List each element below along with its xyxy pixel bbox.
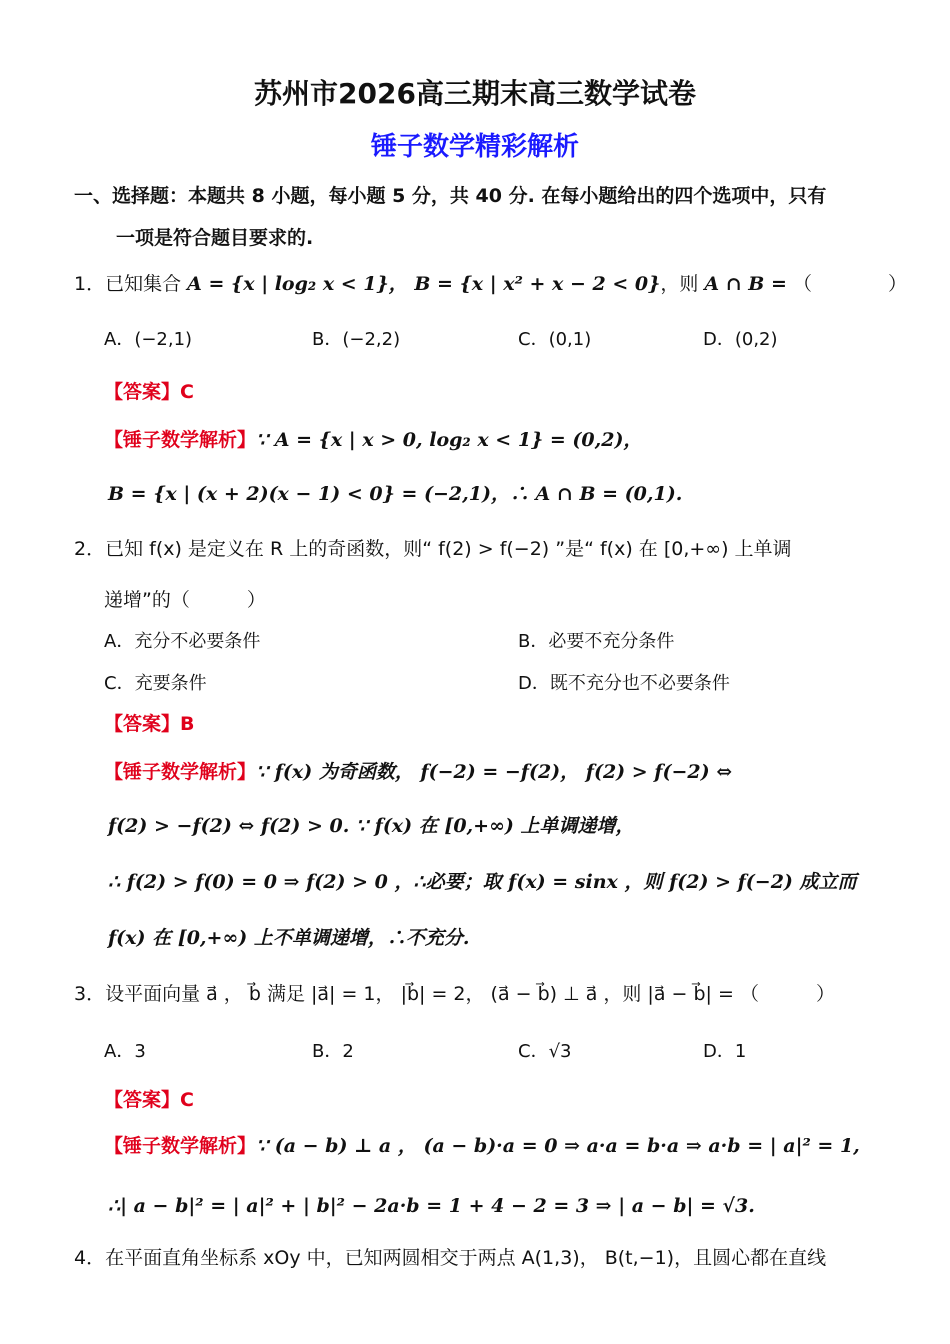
q2-analysis-1 [104,758,732,786]
analysis-text: B = {x | (x + 2)(x − 1) < 0} = (−2,1)，∴ A ∩ B = (0,1). [108,483,683,505]
q2-answer [104,710,195,738]
answer-label: 【答案】 [104,713,181,735]
q2-analysis-4: f(x) 在 [0,+∞) 上不单调递增，∴不充分. [108,927,470,949]
section-heading: 一、选择题：本题共 8 小题，每小题 5 分，共 40 分. 在每小题给出的四个选项中，只有 [74,185,827,207]
analysis-label: 【锤子数学解析】 [104,1135,257,1157]
q3-option-b: B．2 [312,1041,354,1062]
q1-analysis-2 [108,480,682,508]
q1-option-a: A．(−2,1) [104,329,193,350]
analysis-label: 【锤子数学解析】 [104,761,257,783]
analysis-label: 【锤子数学解析】 [104,429,257,451]
q2-option-d: D．既不充分也不必要条件 [518,673,730,694]
q1-option-c: C．(0,1) [518,329,592,350]
question-2-stem-cont: 递增”的（ ） [104,589,266,611]
q3-answer [104,1086,194,1114]
page-title: 苏州市2026高三期末高三数学试卷 [254,77,696,110]
analysis-text: ∵ f(x) 为奇函数， f(−2) = −f(2)， f(2) > f(−2) ⇔ [256,761,733,783]
answer-value: C [180,1089,194,1111]
question-4-stem: 4．在平面直角坐标系 xOy 中，已知两圆相交于两点 A(1,3)， B(t,−1)，且圆心都在直线 [74,1247,827,1269]
q1-analysis-1 [104,426,642,454]
q1-option-b: B．(−2,2) [312,329,401,350]
section-heading-cont: 一项是符合题目要求的. [116,227,314,249]
q2-option-c: C．充要条件 [104,673,207,694]
q3-analysis-1 [104,1132,860,1160]
q1-answer [104,378,194,406]
q1-math2: A ∩ B = [704,273,787,295]
q1-math: A = {x | log₂ x < 1}， B = {x | x² + x − 2 < 0} [187,273,661,295]
page-subtitle: 锤子数学精彩解析 [370,132,579,162]
q3-option-a: A．3 [104,1041,146,1062]
analysis-text: ∵ (a − b) ⊥ a ， (a − b)·a = 0 ⇒ a·a = b·a ⇒ a·b = | a|² = 1, [256,1135,860,1157]
answer-label: 【答案】 [104,1089,181,1111]
q2-analysis-2: f(2) > −f(2) ⇔ f(2) > 0. ∵ f(x) 在 [0,+∞) 上单调递增， [108,815,635,837]
q2-analysis-3: ∴ f(2) > f(0) = 0 ⇒ f(2) > 0 ，∴必要；取 f(x) = sinx ，则 f(2) > f(−2) 成立而 [108,871,857,893]
q1-suffix: （ ） [792,273,907,295]
q2-option-a: A．充分不必要条件 [104,631,261,652]
analysis-text: ∵ A = {x | x > 0, log₂ x < 1} = (0,2)， [256,429,643,451]
q1-mid: ，则 [660,273,699,295]
q3-analysis-2: ∴| a − b|² = | a|² + | b|² − 2a·b = 1 + 4 − 2 = 3 ⇒ | a − b| = √3. [108,1195,755,1217]
answer-value: C [180,381,194,403]
q3-option-c: C．√3 [518,1041,572,1062]
answer-value: B [180,713,195,735]
q3-option-d: D．1 [703,1041,747,1062]
answer-label: 【答案】 [104,381,181,403]
q1-option-d: D．(0,2) [703,329,778,350]
question-1-stem [74,270,907,298]
q2-option-b: B．必要不充分条件 [518,631,675,652]
q1-prefix: 1．已知集合 [74,273,182,295]
question-2-stem: 2．已知 f(x) 是定义在 R 上的奇函数，则“ f(2) > f(−2) ”是“ f(x) 在 [0,+∞) 上单调 [74,538,792,560]
question-3-stem: 3．设平面向量 a⃗ ， b⃗ 满足 |a⃗| = 1， |b⃗| = 2， (a⃗ − b⃗) ⊥ a⃗ ，则 |a⃗ − b⃗| = （ ） [74,983,835,1005]
